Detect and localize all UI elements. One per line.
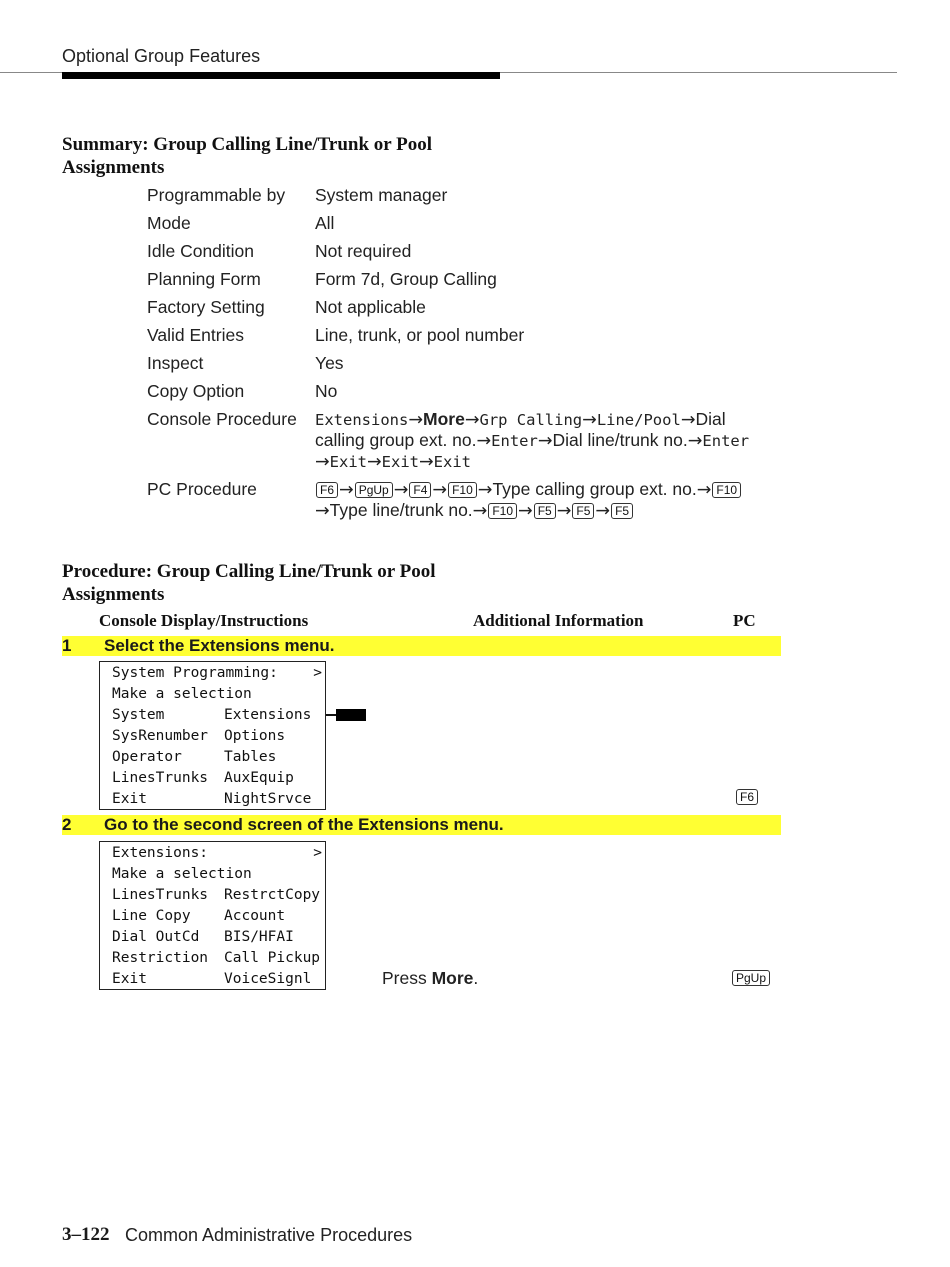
pgup-key: PgUp <box>355 482 393 498</box>
screen-option: BIS/HFAI <box>224 929 294 945</box>
arrow-icon: → <box>432 480 448 500</box>
selection-pointer-button <box>336 709 366 721</box>
f10-key: F10 <box>488 503 517 519</box>
arrow-icon: → <box>556 501 572 521</box>
pc-type-line: Type line/trunk no. <box>329 500 473 520</box>
console-exit: Exit <box>329 453 367 471</box>
arrow-icon: → <box>464 410 480 430</box>
arrow-icon: → <box>472 501 488 521</box>
arrow-icon: → <box>476 431 492 451</box>
screen-option: Operator <box>112 749 182 765</box>
pc-procedure-label: PC Procedure <box>147 479 257 499</box>
screen-option-extensions: Extensions <box>224 707 312 723</box>
screen-option: Tables <box>224 749 277 765</box>
summary-title-line2: Assignments <box>62 157 165 178</box>
summary-value: All <box>315 213 335 233</box>
screen-option: RestrctCopy <box>224 887 321 903</box>
screen-option: Exit <box>112 971 147 987</box>
arrow-icon: → <box>315 501 330 521</box>
column-header-pc: PC <box>733 611 756 630</box>
arrow-icon: → <box>408 410 423 430</box>
f6-key: F6 <box>736 789 758 805</box>
screen-option: SysRenumber <box>112 728 209 744</box>
screen-next-arrow: > <box>313 845 322 861</box>
step-number: 2 <box>62 815 72 834</box>
summary-label: Factory Setting <box>147 297 265 317</box>
footer-title: Common Administrative Procedures <box>125 1225 413 1245</box>
step-1-bar <box>62 636 781 656</box>
arrow-icon: → <box>393 480 409 500</box>
arrow-icon: → <box>419 452 434 472</box>
screen-line: Extensions: <box>112 845 209 861</box>
running-header: Optional Group Features <box>62 46 261 66</box>
summary-value: Yes <box>315 353 344 373</box>
screen-option: LinesTrunks <box>112 770 209 786</box>
summary-label: Inspect <box>147 353 204 373</box>
screen-option: Call Pickup <box>224 950 321 966</box>
console-extensions: Extensions <box>315 411 409 429</box>
console-grp-calling: Grp Calling <box>479 411 583 429</box>
arrow-icon: → <box>367 452 382 472</box>
procedure-title-line1: Procedure: Group Calling Line/Trunk or Pool <box>62 561 436 582</box>
console-line-pool: Line/Pool <box>596 411 681 429</box>
screen-option: Dial OutCd <box>112 929 200 945</box>
screen-line: Make a selection <box>112 686 252 702</box>
pgup-key: PgUp <box>732 970 770 986</box>
summary-title-line1: Summary: Group Calling Line/Trunk or Pool <box>62 134 433 155</box>
arrow-icon: → <box>537 431 553 451</box>
screen-option: VoiceSignl <box>224 971 312 987</box>
arrow-icon: → <box>315 452 330 472</box>
summary-value: Not required <box>315 241 412 261</box>
step-2-bar <box>62 815 781 835</box>
arrow-icon: → <box>518 501 533 521</box>
console-enter: Enter <box>702 432 750 450</box>
display-screen-system-programming <box>99 661 326 810</box>
additional-info <box>382 968 478 989</box>
console-more: More <box>423 409 465 429</box>
summary-label: Programmable by <box>147 185 286 205</box>
arrow-icon: → <box>696 480 712 500</box>
f5-key: F5 <box>572 503 594 519</box>
f5-key: F5 <box>534 503 556 519</box>
screen-option: Options <box>224 728 286 744</box>
summary-value: Form 7d, Group Calling <box>315 269 497 289</box>
summary-label: Mode <box>147 213 191 233</box>
header-rule-bold <box>62 72 500 79</box>
screen-option: Exit <box>112 791 147 807</box>
console-procedure-label: Console Procedure <box>147 409 297 429</box>
screen-option: NightSrvce <box>224 791 312 807</box>
console-calling-group: calling group ext. no. <box>315 430 477 450</box>
procedure-title-line2: Assignments <box>62 584 165 605</box>
f6-key: F6 <box>316 482 338 498</box>
summary-value: System manager <box>315 185 448 205</box>
screen-next-arrow: > <box>313 665 322 681</box>
column-header-info: Additional Information <box>473 611 644 630</box>
console-exit: Exit <box>381 453 419 471</box>
page-number: 3–122 <box>62 1224 110 1245</box>
summary-label: Planning Form <box>147 269 261 289</box>
summary-value: Line, trunk, or pool number <box>315 325 525 345</box>
step-number: 1 <box>62 636 72 655</box>
screen-line: System Programming: <box>112 665 278 681</box>
arrow-icon: → <box>582 410 597 430</box>
screen-line: Make a selection <box>112 866 252 882</box>
screen-option: Account <box>224 908 286 924</box>
screen-option: AuxEquip <box>224 770 294 786</box>
screen-option: LinesTrunks <box>112 887 209 903</box>
summary-label: Valid Entries <box>147 325 244 345</box>
console-dial-line: Dial line/trunk no. <box>552 430 688 450</box>
selection-pointer-line <box>326 714 336 716</box>
column-header-console: Console Display/Instructions <box>99 611 309 630</box>
info-press: Press <box>382 968 427 988</box>
info-more: More <box>431 968 474 988</box>
console-procedure-value <box>315 409 785 472</box>
step-instruction: Select the Extensions menu. <box>104 636 335 655</box>
arrow-icon: → <box>477 480 493 500</box>
procedure-title <box>62 560 436 606</box>
console-exit: Exit <box>433 453 471 471</box>
f10-key: F10 <box>712 482 741 498</box>
arrow-icon: → <box>595 501 611 521</box>
summary-title <box>62 133 432 179</box>
console-dial: Dial <box>695 409 726 429</box>
summary-label: Idle Condition <box>147 241 255 261</box>
f10-key: F10 <box>448 482 477 498</box>
display-screen-extensions <box>99 841 326 990</box>
pc-procedure-value <box>315 479 785 521</box>
screen-option: Restriction <box>112 950 209 966</box>
screen-option: System <box>112 707 165 723</box>
step-instruction: Go to the second screen of the Extensions menu. <box>104 815 504 834</box>
summary-value: Not applicable <box>315 297 426 317</box>
info-period: . <box>473 968 479 988</box>
screen-option: Line Copy <box>112 908 191 924</box>
arrow-icon: → <box>339 480 354 500</box>
arrow-icon: → <box>687 431 703 451</box>
summary-label: Copy Option <box>147 381 245 401</box>
f4-key: F4 <box>409 482 431 498</box>
summary-value: No <box>315 381 338 401</box>
arrow-icon: → <box>680 410 696 430</box>
f5-key: F5 <box>611 503 633 519</box>
console-enter: Enter <box>491 432 538 450</box>
pc-type-group: Type calling group ext. no. <box>492 479 697 499</box>
